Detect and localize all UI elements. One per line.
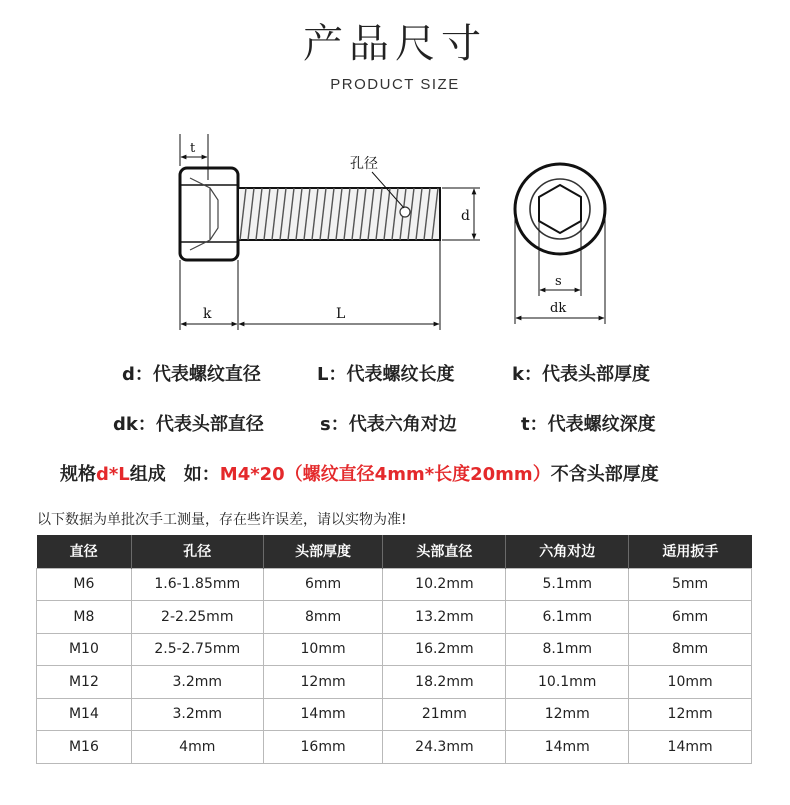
page-subtitle: PRODUCT SIZE [330,76,460,93]
cell: 6.1mm [506,601,629,634]
cell: 12mm [263,666,383,699]
cell: 12mm [629,698,752,731]
spec-suffix: 不含头部厚度 [550,464,659,485]
cell: 13.2mm [383,601,506,634]
bolt-shank-side [238,188,440,240]
spec-example [60,460,659,486]
cell: 16mm [263,731,383,764]
cell: 24.3mm [383,731,506,764]
legend-L: L：代表螺纹长度 [317,364,455,385]
cell: 18.2mm [383,666,506,699]
cell: 10mm [263,633,383,666]
cell: 2-2.25mm [131,601,263,634]
measurement-note: 以下数据为单批次手工测量，存在些许误差，请以实物为准! [37,512,407,528]
cell: 16.2mm [383,633,506,666]
cell: M12 [37,666,132,699]
cell: 10.2mm [383,568,506,601]
cell: 21mm [383,698,506,731]
table-row [37,568,752,601]
cell: 5.1mm [506,568,629,601]
table-row [37,731,752,764]
header-wrench: 适用扳手 [629,535,752,568]
table-row [37,633,752,666]
cell: 14mm [506,731,629,764]
cell: 5mm [629,568,752,601]
size-table [36,535,752,764]
page-title: 产品尺寸 [303,21,487,67]
cell: 3.2mm [131,666,263,699]
legend-dk: dk：代表头部直径 [113,414,264,435]
legend-s: s：代表六角对边 [320,414,457,435]
cell: 3.2mm [131,698,263,731]
cell: M8 [37,601,132,634]
cell: 14mm [263,698,383,731]
cell: 8.1mm [506,633,629,666]
spec-mid: 组成 如： [129,464,220,485]
label-L: L [336,306,346,322]
legend-t: t：代表螺纹深度 [521,414,656,435]
cell: M6 [37,568,132,601]
label-k: k [203,306,212,322]
label-dk: dk [550,301,567,316]
table-row [37,666,752,699]
cell: 12mm [506,698,629,731]
cell: 6mm [629,601,752,634]
header-head-thickness: 头部厚度 [263,535,383,568]
cell: 6mm [263,568,383,601]
header-hole: 孔径 [131,535,263,568]
label-s: s [555,274,562,289]
cell: M16 [37,731,132,764]
cell: M10 [37,633,132,666]
spec-prefix: 规格 [60,464,96,485]
label-t: t [190,141,196,156]
header-hex-across-flats: 六角对边 [506,535,629,568]
bolt-dimension-diagram [150,130,630,340]
table-header-row [37,535,752,568]
legend-k: k：代表头部厚度 [512,364,650,385]
legend-d: d：代表螺纹直径 [122,364,261,385]
spec-formula: d*L [96,464,130,485]
cell: 4mm [131,731,263,764]
bolt-head-top [515,164,605,254]
cell: M14 [37,698,132,731]
label-hole-diameter: 孔径 [350,156,378,172]
cell: 2.5-2.75mm [131,633,263,666]
spec-example-value: M4*20（螺纹直径4mm*长度20mm） [219,464,551,485]
cell: 8mm [263,601,383,634]
table-row [37,698,752,731]
header-diameter: 直径 [37,535,132,568]
cell: 10mm [629,666,752,699]
cell: 10.1mm [506,666,629,699]
table-row [37,601,752,634]
cell: 14mm [629,731,752,764]
header-head-diameter: 头部直径 [383,535,506,568]
cell: 8mm [629,633,752,666]
label-d: d [461,208,470,224]
cell: 1.6-1.85mm [131,568,263,601]
bolt-head-side [180,168,238,260]
